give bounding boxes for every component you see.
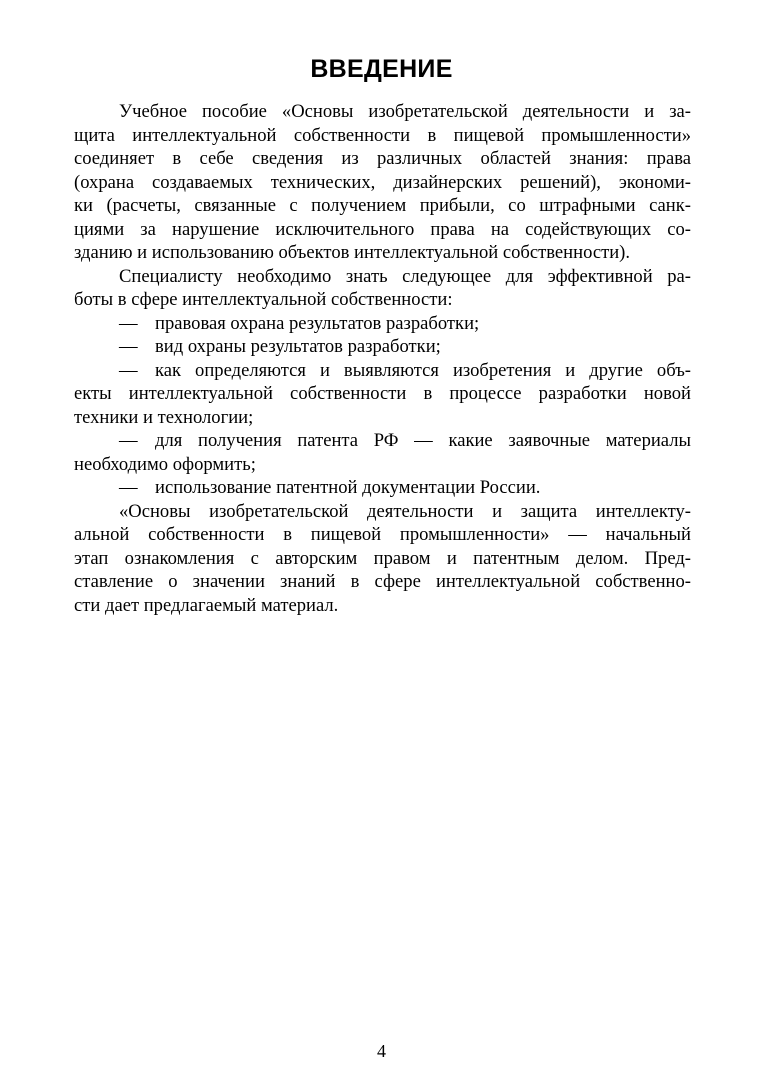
text-line: ки (расчеты, связанные с получением прибыли, со штрафными санк-	[74, 195, 691, 216]
text-line: щита интеллектуальной собственности в пищевой промышленности»	[74, 124, 691, 146]
paragraph-intro	[74, 100, 691, 265]
text-line: соединяет в себе сведения из различных областей знания: права	[74, 148, 691, 169]
text-line: альной собственности в пищевой промышленности» — начальный	[74, 524, 691, 545]
list-item-text: вид охраны результатов разработки;	[155, 336, 441, 357]
list-item	[74, 476, 691, 500]
text-line: «Основы изобретательской деятельности и защита интеллекту-	[119, 500, 691, 522]
dash-marker: —	[119, 312, 138, 334]
list-item-text: как определяются и выявляются изобретения и другие объ-	[155, 359, 691, 381]
dash-marker: —	[119, 430, 138, 451]
text-line: циями за нарушение исключительного права на содействующих со-	[74, 218, 691, 240]
list-item	[74, 429, 691, 476]
text-line: боты в сфере интеллектуальной собственности:	[74, 289, 453, 310]
list-item	[74, 335, 691, 359]
text-line: зданию и использованию объектов интеллектуальной собственности).	[74, 242, 631, 263]
page-number: 4	[377, 1041, 386, 1061]
text-line: этап ознакомления с авторским правом и патентным делом. Пред-	[74, 547, 691, 569]
text-line: екты интеллектуальной собственности в процессе разработки новой	[74, 383, 691, 404]
page-title: ВВЕДЕНИЕ	[310, 55, 453, 83]
list-item	[74, 359, 691, 430]
body-text	[74, 100, 691, 617]
paragraph-requirements	[74, 265, 691, 312]
text-line: необходимо оформить;	[74, 453, 256, 475]
list-item	[74, 312, 691, 336]
text-line: Специалисту необходимо знать следующее для эффективной ра-	[119, 265, 691, 287]
text-line: техники и технологии;	[74, 406, 254, 428]
dash-marker: —	[119, 359, 138, 381]
dash-marker: —	[119, 336, 138, 357]
list-item-text: использование патентной документации России.	[155, 477, 541, 498]
dash-list	[74, 312, 691, 500]
text-line: Учебное пособие «Основы изобретательской деятельности и за-	[119, 101, 691, 122]
text-line: ставление о значении знаний в сфере интеллектуальной собственно-	[74, 571, 691, 592]
list-item-text: правовая охрана результатов разработки;	[155, 312, 480, 334]
text-line: (охрана создаваемых технических, дизайнерских решений), экономи-	[74, 171, 691, 193]
list-item-text: для получения патента РФ — какие заявочные материалы	[155, 430, 691, 451]
paragraph-closing	[74, 500, 691, 618]
dash-marker: —	[119, 477, 138, 498]
text-line: сти дает предлагаемый материал.	[74, 594, 339, 616]
